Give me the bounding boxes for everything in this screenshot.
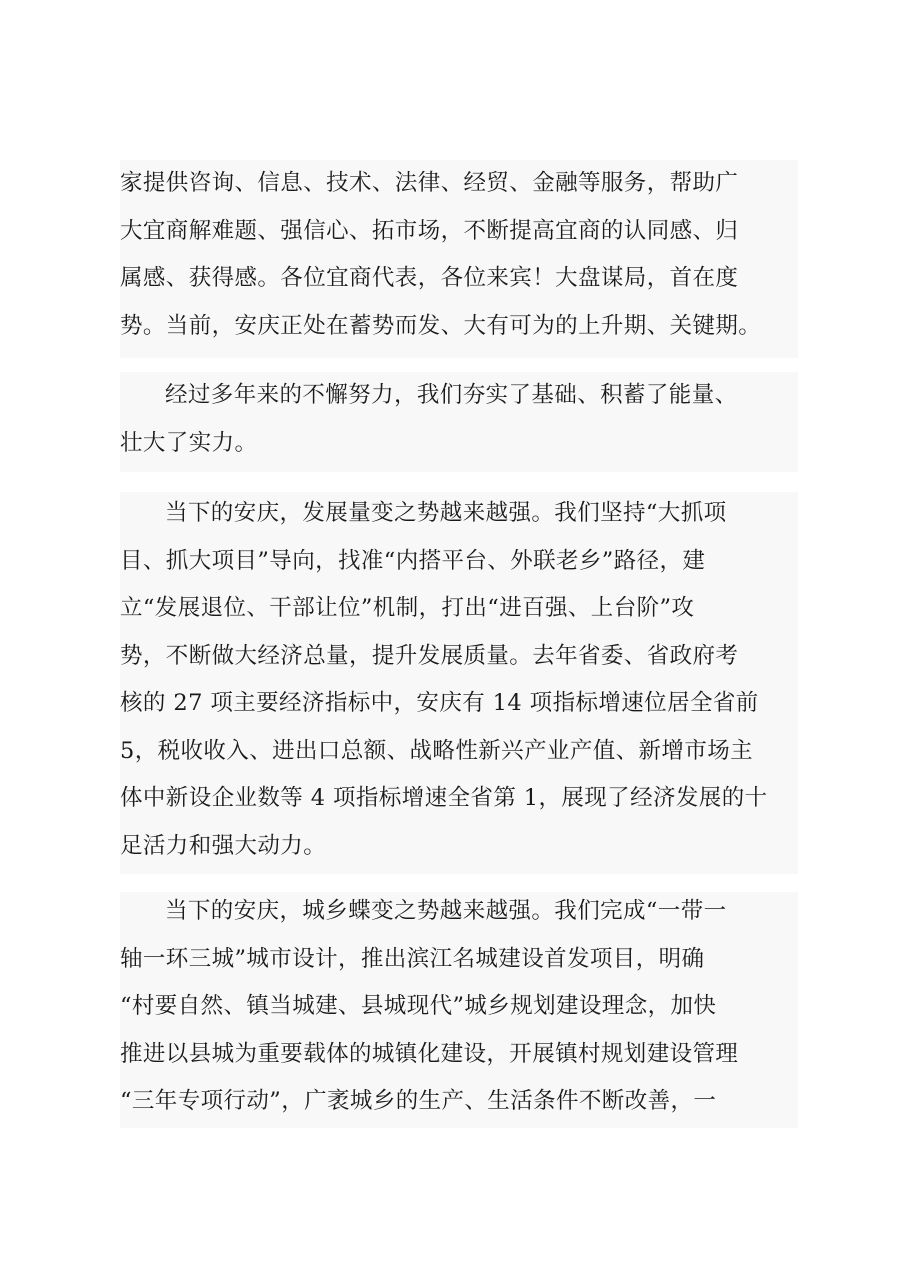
paragraph-3-line-4: 势，不断做大经济总量，提升发展质量。去年省委、省政府考 bbox=[120, 642, 739, 669]
paragraph-2-line-1: 经过多年来的不懈努力，我们夯实了基础、积蓄了能量、 bbox=[165, 382, 738, 408]
paragraph-gap bbox=[120, 358, 798, 372]
paragraph-1-line-4: 势。当前，安庆正处在蓄势而发、大有可为的上升期、关键期。 bbox=[120, 312, 762, 339]
paragraph-1-line-1: 家提供咨询、信息、技术、法律、经贸、金融等服务，帮助广 bbox=[120, 170, 739, 196]
paragraph-3 bbox=[120, 490, 798, 870]
paragraph-4 bbox=[120, 888, 798, 1126]
paragraph-3-line-3: 立“发展退位、干部让位”机制，打出“进百强、上台阶”攻 bbox=[120, 595, 695, 621]
paragraph-4-line-3: “村要自然、镇当城建、县城现代”城乡规划建设理念，加快 bbox=[120, 993, 717, 1019]
paragraph-4-line-1: 当下的安庆，城乡蝶变之势越来越强。我们完成“一带一 bbox=[165, 898, 727, 924]
document-page bbox=[120, 160, 798, 1128]
paragraph-4-line-4: 推进以县城为重要载体的城镇化建设，开展镇村规划建设管理 bbox=[120, 1040, 739, 1067]
paragraph-1-line-3: 属感、获得感。各位宜商代表，各位来宾！大盘谋局，首在度 bbox=[120, 265, 739, 291]
paragraph-2-line-2: 壮大了实力。 bbox=[120, 429, 258, 456]
paragraph-3-line-5: 核的 27 项主要经济指标中，安庆有 14 项指标增速位居全省前 bbox=[120, 690, 759, 716]
paragraph-3-line-2: 目、抓大项目”导向，找准“内搭平台、外联老乡”路径，建 bbox=[120, 547, 706, 574]
paragraph-4-line-5: “三年专项行动”，广袤城乡的生产、生活条件不断改善，一 bbox=[120, 1088, 717, 1114]
paragraph-3-line-7: 体中新设企业数等 4 项指标增速全省第 1，展现了经济发展的十 bbox=[120, 785, 768, 811]
paragraph-3-line-8: 足活力和强大动力。 bbox=[120, 832, 327, 859]
paragraph-3-line-1: 当下的安庆，发展量变之势越来越强。我们坚持“大抓项 bbox=[165, 500, 727, 526]
paragraph-1 bbox=[120, 160, 798, 350]
paragraph-3-line-6: 5，税收收入、进出口总额、战略性新兴产业产值、新增市场主 bbox=[120, 737, 754, 764]
paragraph-4-line-2: 轴一环三城”城市设计，推出滨江名城建设首发项目，明确 bbox=[120, 945, 705, 972]
paragraph-gap bbox=[120, 472, 798, 492]
paragraph-2 bbox=[120, 372, 798, 467]
paragraph-1-line-2: 大宜商解难题、强信心、拓市场，不断提高宜商的认同感、归 bbox=[120, 217, 739, 244]
